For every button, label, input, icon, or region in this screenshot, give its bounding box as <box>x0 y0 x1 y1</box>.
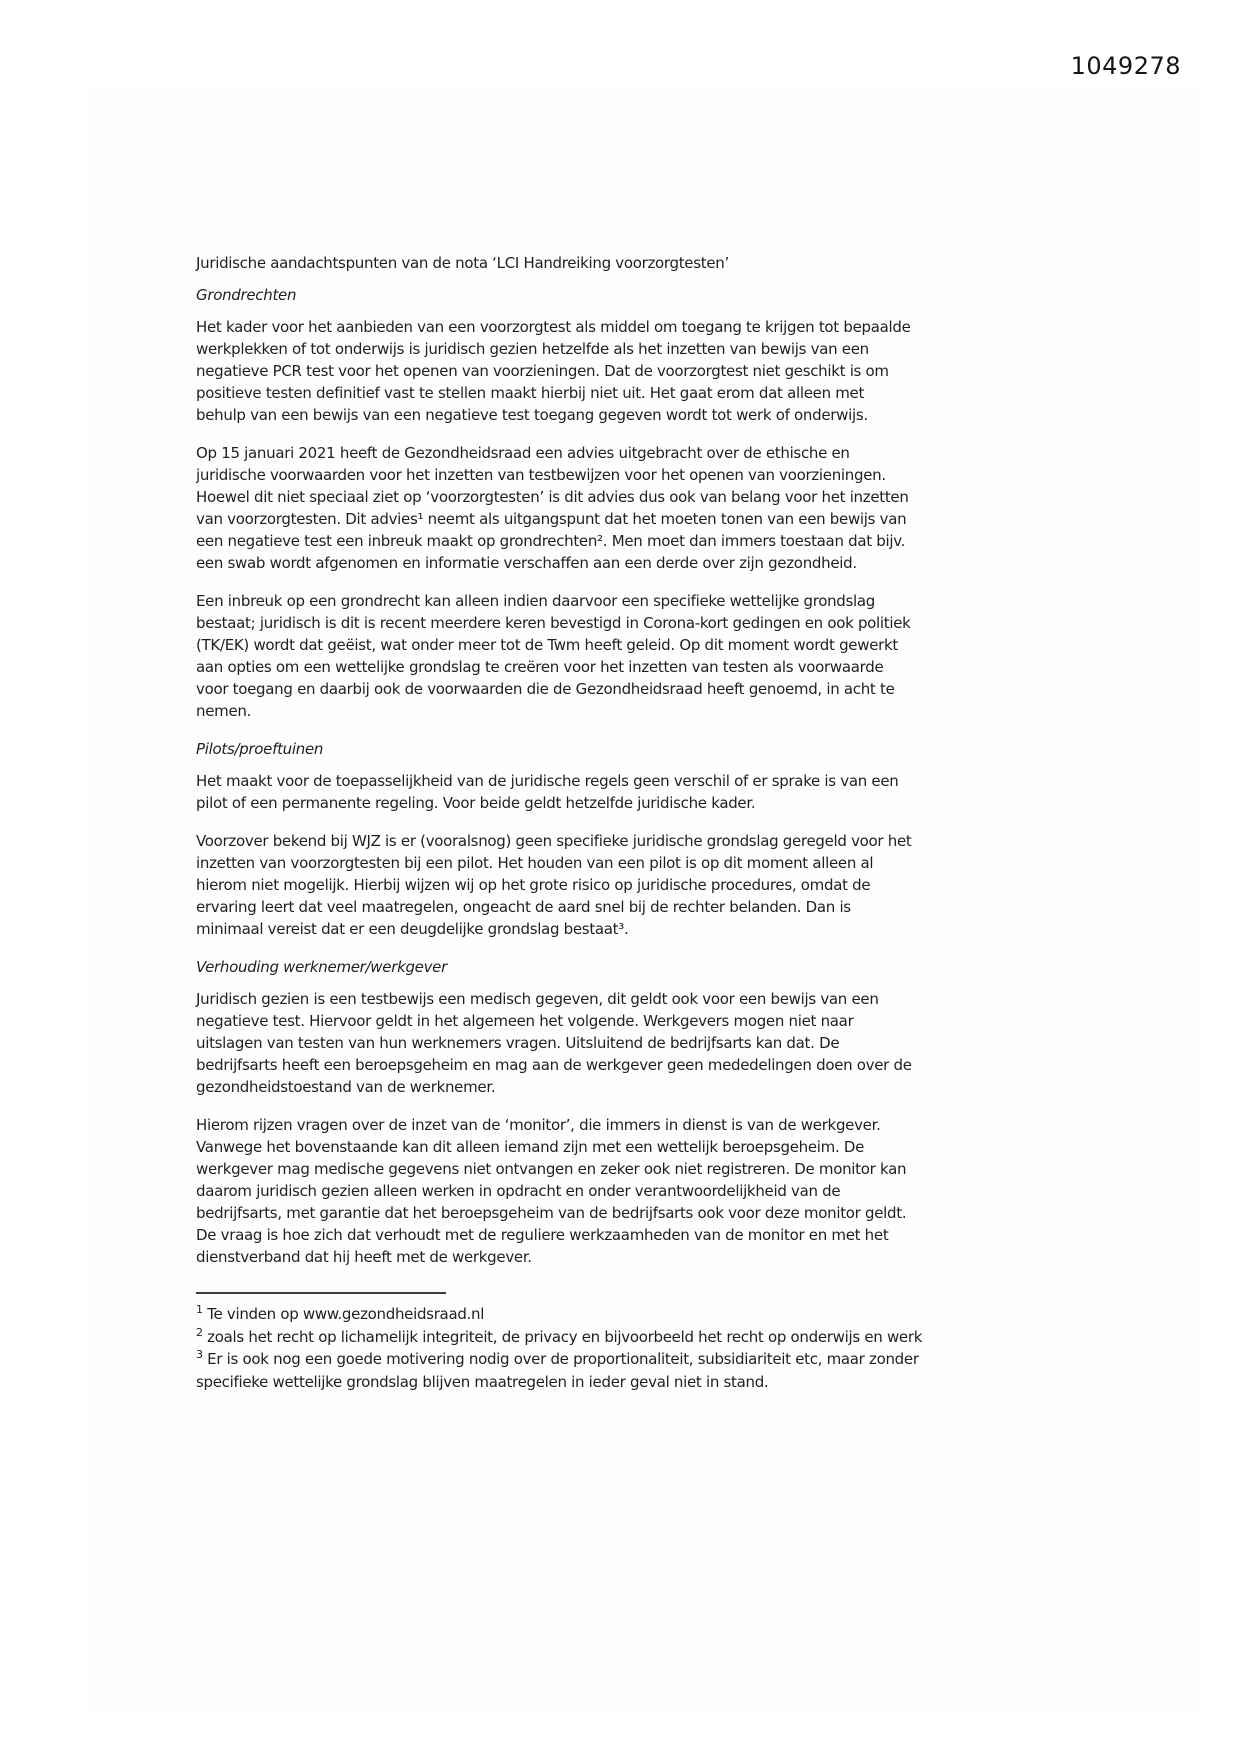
paragraph: Op 15 januari 2021 heeft de Gezondheidsraad een advies uitgebracht over de ethische en juridische voorwaarden voor het inzetten van testbewijzen voor het openen van voorzieningen. Hoewel dit niet speciaal ziet op ‘voorzorgtesten’ is dit advies dus ook van belang voor het inzetten van voorzorgtesten. Dit advies¹ neemt als uitgangspunt dat het moeten tonen van een bewijs van een negatieve test een inbreuk maakt op grondrechten². Men moet dan immers toestaan dat bijv. een swab wordt afgenomen en informatie verschaffen aan een derde over zijn gezondheid. <box>196 444 909 572</box>
document-body <box>196 252 918 1284</box>
footnote <box>196 1326 926 1349</box>
footnote-marker: 3 <box>196 1348 203 1361</box>
footnote-marker: 2 <box>196 1325 203 1339</box>
footnote-text: Te vinden op www.gezondheidsraad.nl <box>207 1305 485 1323</box>
section-heading-grondrechten: Grondrechten <box>196 286 297 304</box>
paragraph: Hierom rijzen vragen over de inzet van de ‘monitor’, die immers in dienst is van de werkgever. Vanwege het bovenstaande kan dit alleen iemand zijn met een wettelijk beroepsgeheim. De werkgever mag medische gegevens niet ontvangen en zeker ook niet registreren. De monitor kan daarom juridisch gezien alleen werken in opdracht en onder verantwoordelijkheid van de bedrijfsarts, met garantie dat het beroepsgeheim van de bedrijfsarts ook voor deze monitor geldt. De vraag is hoe zich dat verhoudt met de reguliere werkzaamheden van de monitor en met het dienstverband dat hij heeft met de werkgever. <box>196 1116 907 1266</box>
section-heading-pilots-proeftuinen: Pilots/proeftuinen <box>196 740 324 758</box>
paragraph: Een inbreuk op een grondrecht kan alleen indien daarvoor een specifieke wettelijke grondslag bestaat; juridisch is dit is recent meerdere keren bevestigd in Corona-kort gedingen en ook politiek (TK/EK) wordt dat geëist, wat onder meer tot de Twm heeft geleid. Op dit moment wordt gewerkt aan opties om een wettelijke grondslag te creëren voor het inzetten van testen als voorwaarde voor toegang en daarbij ook de voorwaarden die de Gezondheidsraad heeft genoemd, in acht te nemen. <box>196 592 911 720</box>
paragraph: Juridisch gezien is een testbewijs een medisch gegeven, dit geldt ook voor een bewijs van een negatieve test. Hiervoor geldt in het algemeen het volgende. Werkgevers mogen niet naar uitslagen van testen van hun werknemers vragen. Uitsluitend de bedrijfsarts kan dat. De bedrijfsarts heeft een beroepsgeheim en mag aan de werkgever geen mededelingen doen over de gezondheidstoestand van de werknemer. <box>196 990 912 1096</box>
paragraph: Het maakt voor de toepasselijkheid van de juridische regels geen verschil of er sprake is van een pilot of een permanente regeling. Voor beide geldt hetzelfde juridische kader. <box>196 772 899 812</box>
footnote-text: zoals het recht op lichamelijk integriteit, de privacy en bijvoorbeeld het recht op onderwijs en werk <box>207 1327 923 1346</box>
section-heading-verhouding-werknemer-werkgever: Verhouding werknemer/werkgever <box>196 958 447 976</box>
document-number: 1049278 <box>1070 52 1181 80</box>
footnote <box>196 1303 926 1326</box>
footnote-marker: 1 <box>196 1303 203 1316</box>
paragraph: Het kader voor het aanbieden van een voorzorgtest als middel om toegang te krijgen tot bepaalde werkplekken of tot onderwijs is juridisch gezien hetzelfde als het inzetten van bewijs van een negatieve PCR test voor het openen van voorzieningen. Dat de voorzorgtest niet geschikt is om positieve testen definitief vast te stellen maakt hierbij niet uit. Het gaat erom dat alleen met behulp van een bewijs van een negatieve test toegang gegeven wordt tot werk of onderwijs. <box>196 318 911 424</box>
footnotes-section <box>196 1292 926 1393</box>
paragraph: Voorzover bekend bij WJZ is er (vooralsnog) geen specifieke juridische grondslag geregeld voor het inzetten van voorzorgtesten bij een pilot. Het houden van een pilot is op dit moment alleen al hierom niet mogelijk. Hierbij wijzen wij op het grote risico op juridische procedures, omdat de ervaring leert dat veel maatregelen, ongeacht de aard snel bij de rechter belanden. Dan is minimaal vereist dat er een deugdelijke grondslag bestaat³. <box>196 832 912 938</box>
document-title: Juridische aandachtspunten van de nota ‘LCI Handreiking voorzorgtesten’ <box>196 254 729 272</box>
footnote-separator <box>196 1292 446 1294</box>
footnote <box>196 1348 926 1393</box>
footnote-text: Er is ook nog een goede motivering nodig over de proportionaliteit, subsidiariteit etc, maar zonder specifieke wettelijke grondslag blijven maatregelen in ieder geval niet in stand. <box>196 1350 919 1391</box>
